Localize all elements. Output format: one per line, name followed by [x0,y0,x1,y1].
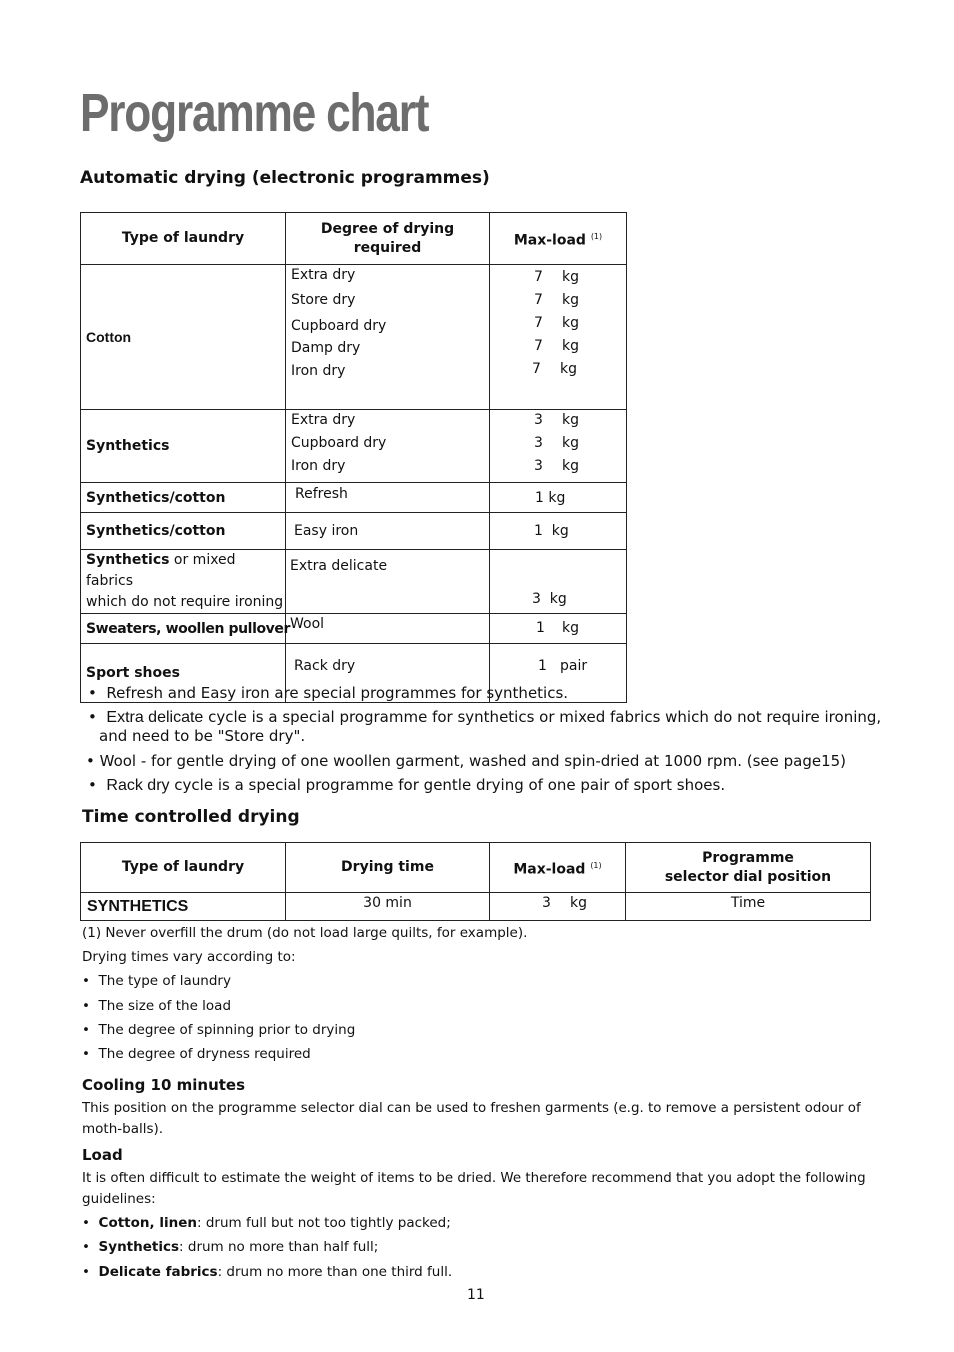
note-extra-delicate-cont: and need to be "Store dry". [99,727,306,745]
table-row-synthcot-easyiron [81,513,627,550]
load-text-line2: guidelines: [82,1191,156,1207]
time-drying-heading: Time controlled drying [82,807,300,827]
synthcot1-load: 1 kg [490,483,627,513]
vary-intro: Drying times vary according to: [82,949,296,965]
delicate-degree: Extra delicate [286,550,490,614]
synthcot1-type: Synthetics/cotton [81,483,286,513]
col-header-degree: Degree of drying required [286,213,490,265]
time-drying-table [80,842,871,921]
note-wool: • Wool - for gentle drying of one woollen garment, washed and spin-dried at 1000 rpm. (see page15) [86,752,847,770]
shoes-load: 1 pair [490,644,627,703]
load-item: • Cotton, linen: drum full but not too tightly packed; [82,1215,451,1231]
time-col-header-maxload: Max-load $^{(1)}$ [490,843,626,893]
time-header-row [81,843,871,893]
shoes-type: Sport shoes [81,644,286,703]
wool-type: Sweaters, woollen pullover [81,614,286,644]
time-col-header-position: Programme selector dial position [626,843,871,893]
synthetics-degrees: Extra dry Cupboard dry Iron dry [286,410,490,483]
time-load: 3 kg [490,893,626,921]
vary-item: • The size of the load [82,998,232,1014]
page-number: 11 [467,1287,485,1303]
synthcot2-type: Synthetics/cotton [81,513,286,550]
wool-load: 1 kg [490,614,627,644]
cotton-degrees: Extra dry Store dry Cupboard dry Damp dry Iron dry [286,265,490,410]
time-col-header-time: Drying time [286,843,490,893]
table-row-delicate [81,550,627,614]
time-duration: 30 min [286,893,490,921]
delicate-load: 3 kg [490,550,627,614]
cooling-heading: Cooling 10 minutes [82,1076,246,1094]
shoes-degree: Rack dry [286,644,490,703]
table-row-cotton [81,265,627,410]
note-extra-delicate: • Extra delicate cycle is a special programme for synthetics or mixed fabrics which do not require ironing, [88,708,882,726]
load-heading: Load [82,1146,123,1164]
synthcot2-degree: Easy iron [286,513,490,550]
table-row-synthetics [81,410,627,483]
time-type: SYNTHETICS [81,893,286,921]
cooling-text-line1: This position on the programme selector dial can be used to freshen garments (e.g. to remove a persistent odour of [82,1101,861,1116]
note-rack-dry: • Rack dry cycle is a special programme for gentle drying of one pair of sport shoes. [88,776,726,794]
synthetics-type: Synthetics [81,410,286,483]
delicate-type: Synthetics or mixed fabrics which do not require ironing [81,550,286,614]
col-header-maxload: Max-load $^{(1)}$ [490,213,627,265]
load-text-line1: It is often difficult to estimate the weight of items to be dried. We therefore recommend that you adopt the following [82,1171,866,1186]
synthcot2-load: 1 kg [490,513,627,550]
table-row-synthcot-refresh [81,483,627,513]
time-col-header-type: Type of laundry [81,843,286,893]
synthetics-loads: 3 kg 3 kg 3 kg [490,410,627,483]
auto-drying-table [80,212,627,703]
cotton-loads: 7 kg 7 kg 7 kg 7 kg 7 kg [490,265,627,410]
page-title: Programme chart [80,83,429,143]
cooling-text-line2: moth-balls). [82,1121,164,1137]
table-header-row [81,213,627,265]
wool-degree: Wool [286,614,490,644]
load-item: • Delicate fabrics: drum no more than one third full. [82,1264,453,1280]
load-item: • Synthetics: drum no more than half full; [82,1239,379,1255]
auto-drying-heading: Automatic drying (electronic programmes) [80,168,490,188]
table-row-wool [81,614,627,644]
vary-item: • The degree of spinning prior to drying [82,1022,356,1038]
col-header-type: Type of laundry [81,213,286,265]
cotton-type: Cotton [81,265,286,410]
time-dial-position: Time [626,893,871,921]
time-row-synthetics [81,893,871,921]
footnote: (1) Never overfill the drum (do not load large quilts, for example). [82,925,528,941]
vary-item: • The degree of dryness required [82,1046,311,1062]
synthcot1-degree: Refresh [286,483,490,513]
vary-item: • The type of laundry [82,973,231,989]
note-refresh: • Refresh and Easy iron are special programmes for synthetics. [88,684,569,702]
